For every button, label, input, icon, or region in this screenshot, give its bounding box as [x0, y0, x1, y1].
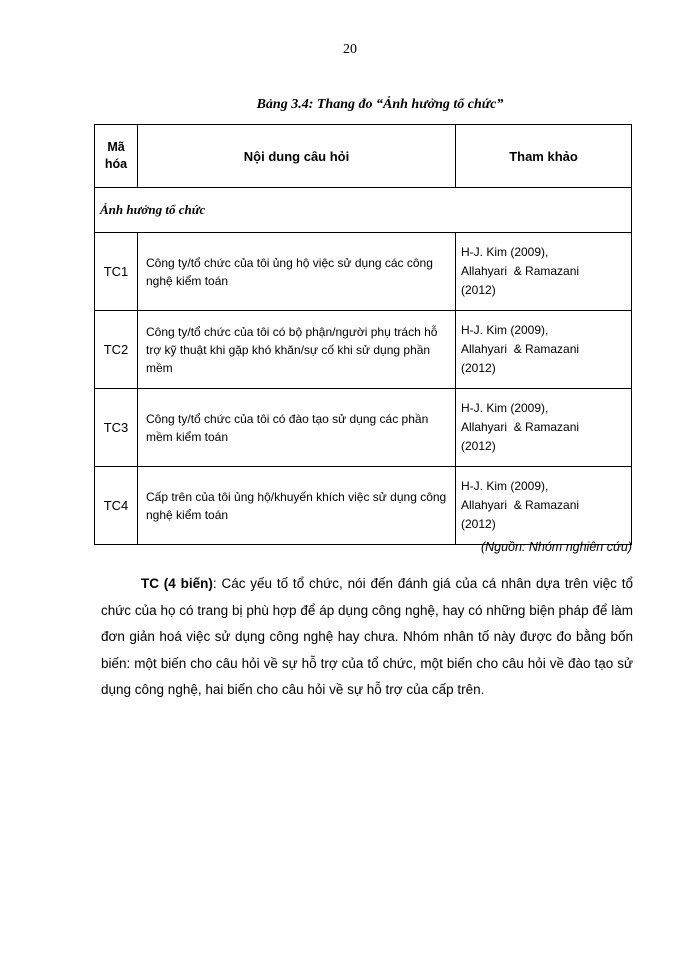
ref-line: H-J. Kim (2009), — [461, 323, 549, 337]
table-row — [95, 311, 632, 389]
row-content: Công ty/tổ chức của tôi ủng hộ việc sử dụng các công nghệ kiểm toán — [138, 233, 456, 311]
table-header-row — [95, 125, 632, 188]
ref-line: Allahyari & Ramazani — [461, 342, 580, 356]
ref-line: H-J. Kim (2009), — [461, 401, 549, 415]
ref-line: H-J. Kim (2009), — [461, 479, 549, 493]
row-reference — [456, 233, 632, 311]
group-label: Ảnh hưởng tổ chức — [95, 188, 632, 233]
row-code: TC2 — [95, 311, 138, 389]
source-note: (Nguồn: Nhóm nghiên cứu) — [480, 540, 632, 554]
row-code: TC4 — [95, 467, 138, 545]
row-content: Cấp trên của tôi ủng hộ/khuyến khích việc sử dụng công nghệ kiểm toán — [138, 467, 456, 545]
paragraph-lead: TC (4 biến) — [141, 576, 213, 591]
row-content: Công ty/tổ chức của tôi có đào tạo sử dụng các phần mềm kiểm toán — [138, 389, 456, 467]
ref-line: (2012) — [461, 517, 496, 531]
header-reference: Tham khảo — [456, 125, 632, 188]
row-code: TC3 — [95, 389, 138, 467]
ref-line: (2012) — [461, 439, 496, 453]
paragraph-text: : Các yếu tố tổ chức, nói đến đánh giá của cá nhân dựa trên việc tổ chức của họ có trang bị phù hợp để áp dụng công nghệ, hay có những biện pháp để làm đơn giản hoá việc sử dụng công nghệ hay chưa. Nhóm nhân tố này được đo bằng bốn biến: một biến cho câu hỏi về sự hỗ trợ của tổ chức, một biến cho câu hỏi về đào tạo sử dụng công nghệ, hai biến cho câu hỏi về sự hỗ trợ của cấp trên. — [101, 576, 634, 697]
body-paragraph — [101, 571, 633, 704]
table-row — [95, 389, 632, 467]
ref-line: (2012) — [461, 361, 496, 375]
header-code: Mã hóa — [95, 125, 138, 188]
header-content: Nội dung câu hỏi — [138, 125, 456, 188]
ref-line: Allahyari & Ramazani — [461, 264, 580, 278]
scale-table — [94, 124, 632, 545]
ref-line: H-J. Kim (2009), — [461, 245, 549, 259]
ref-line: Allahyari & Ramazani — [461, 498, 580, 512]
row-code: TC1 — [95, 233, 138, 311]
ref-line: (2012) — [461, 283, 496, 297]
row-reference — [456, 467, 632, 545]
table-row — [95, 233, 632, 311]
row-reference — [456, 311, 632, 389]
ref-line: Allahyari & Ramazani — [461, 420, 580, 434]
table-row — [95, 467, 632, 545]
group-row — [95, 188, 632, 233]
table-caption: Bảng 3.4: Thang đo “Ảnh hưởng tổ chức” — [256, 97, 504, 112]
row-content: Công ty/tổ chức của tôi có bộ phận/người phụ trách hỗ trợ kỹ thuật khi gặp khó khăn/sự cố khi sử dụng phần mềm — [138, 311, 456, 389]
row-reference — [456, 389, 632, 467]
page-number: 20 — [343, 42, 357, 57]
